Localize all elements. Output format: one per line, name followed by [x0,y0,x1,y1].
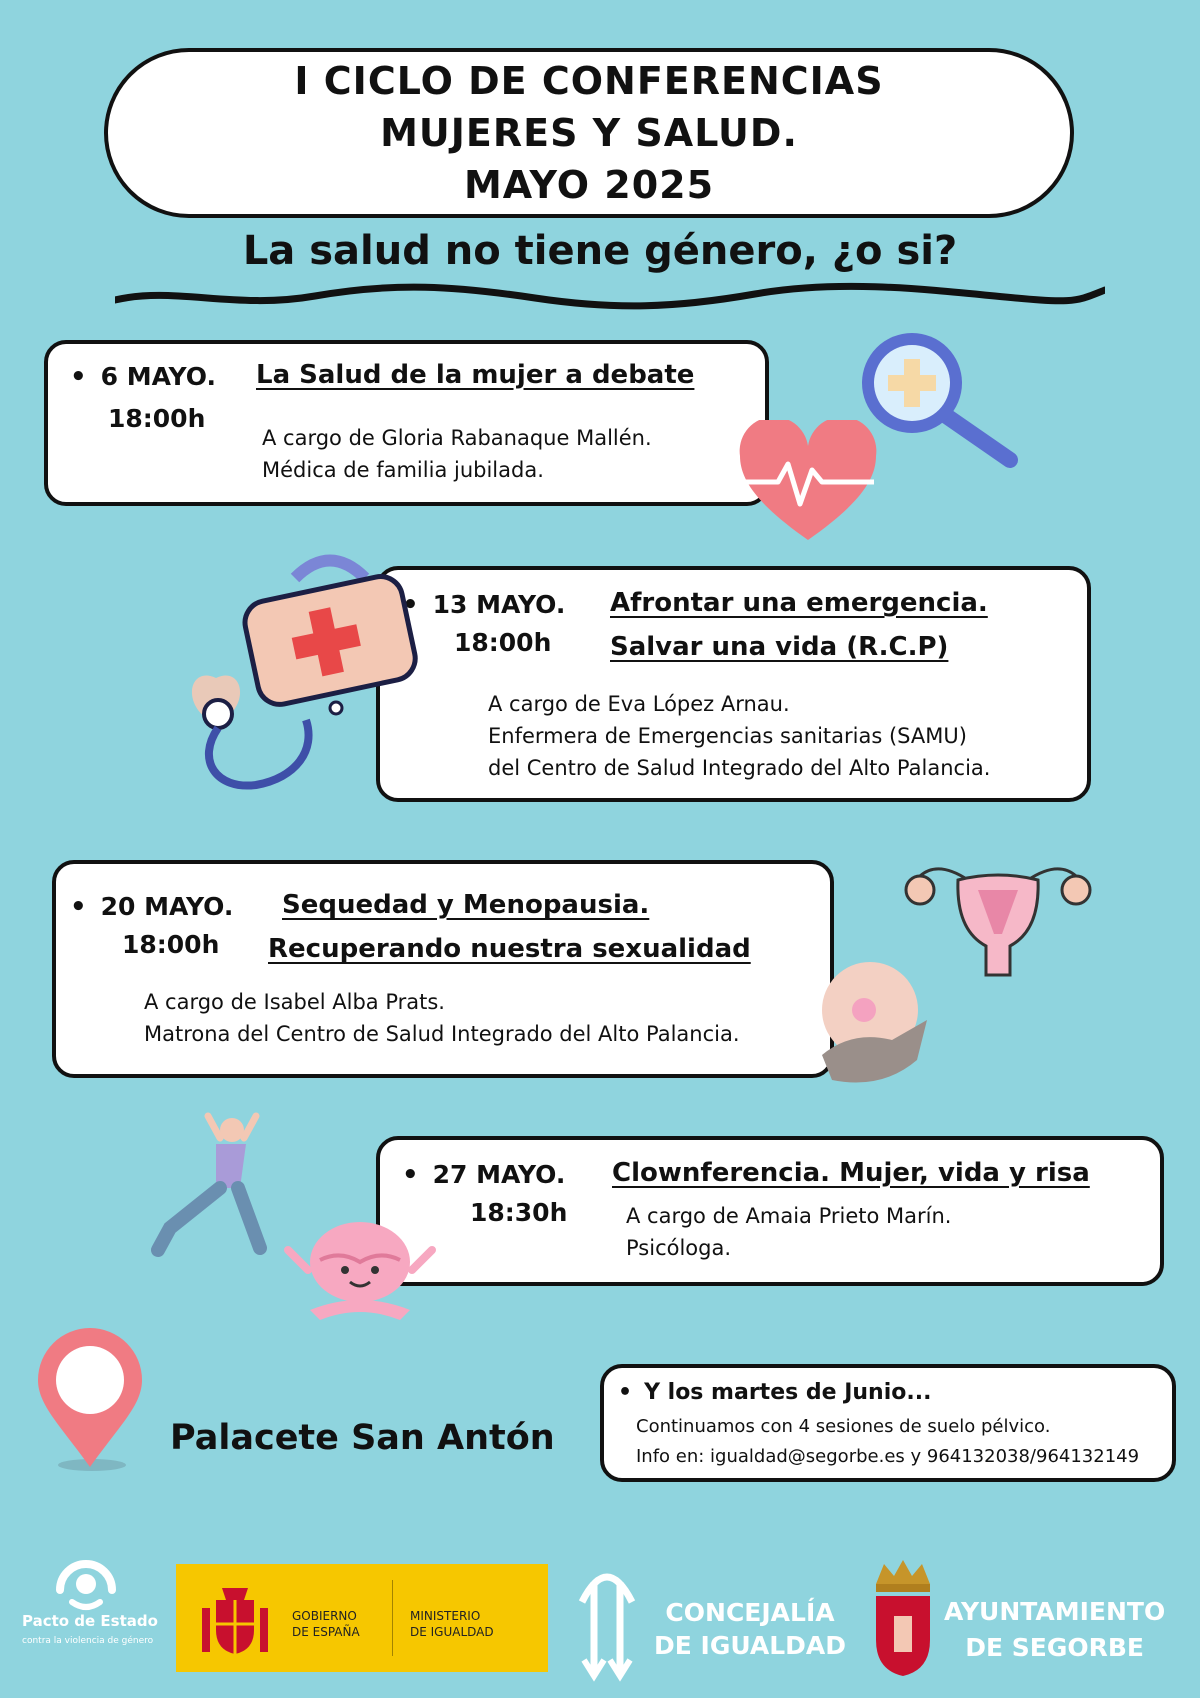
yoga-woman-icon [150,1108,280,1258]
event-time: 18:00h [454,628,552,657]
title-box [104,48,1074,218]
pacto-de-estado-logo [46,1550,126,1614]
event-date: • 27 MAYO. [402,1160,565,1190]
location-pin-icon [30,1325,150,1475]
subtitle: La salud no tiene género, ¿o si? [242,228,958,274]
event-desc [626,1200,951,1264]
segorbe-crest-icon [868,1556,938,1680]
event-desc-line: A cargo de Eva López Arnau. [488,692,790,716]
event-date: • 13 MAYO. [402,590,565,620]
brain-icon [280,1220,440,1330]
event-time: 18:00h [122,930,220,959]
title-line-1: I CICLO DE CONFERENCIAS [294,59,884,103]
venue-name: Palacete San Antón [170,1418,555,1458]
event-card-2 [376,566,1091,802]
heart-icon [738,420,878,545]
event-topic: Afrontar una emergencia. [610,588,988,618]
event-topic: La Salud de la mujer a debate [256,360,695,390]
concejalia-symbol-icon [572,1562,642,1686]
gobierno-text: GOBIERNO DE ESPAÑA [292,1609,360,1639]
ayuntamiento-text: AYUNTAMIENTO DE SEGORBE [944,1597,1166,1662]
event-desc-line: Médica de familia jubilada. [262,458,544,482]
event-desc-line: A cargo de Gloria Rabanaque Mallén. [262,426,652,450]
event-topic: Clownferencia. Mujer, vida y risa [612,1158,1090,1188]
pacto-subtitle: contra la violencia de género [22,1636,154,1646]
june-desc [636,1412,1139,1472]
event-card-1 [44,340,769,506]
event-desc [144,986,740,1050]
event-desc-line: Matrona del Centro de Salud Integrado del Alto Palancia. [144,1022,740,1046]
breast-health-icon [812,960,932,1090]
event-desc-line: Psicóloga. [626,1236,732,1260]
event-time: 18:30h [470,1198,568,1227]
wavy-divider [115,282,1105,312]
june-desc-line: Continuamos con 4 sesiones de suelo pélvico. [636,1416,1051,1437]
event-card-3 [52,860,834,1078]
event-date: • 6 MAYO. [70,362,216,392]
stethoscope-icon [186,670,366,800]
event-desc-line: A cargo de Isabel Alba Prats. [144,990,445,1014]
event-desc-line: Enfermera de Emergencias sanitarias (SAMU) [488,724,967,748]
event-card-4 [376,1136,1164,1286]
event-topic: Recuperando nuestra sexualidad [268,934,751,964]
event-desc [262,422,652,486]
coat-of-arms-icon [194,1578,276,1660]
event-date: • 20 MAYO. [70,892,233,922]
june-desc-line: Info en: igualdad@segorbe.es y 964132038/964132149 [636,1446,1140,1467]
june-title: • Y los martes de Junio... [618,1380,931,1405]
event-desc-line: A cargo de Amaia Prieto Marín. [626,1204,952,1228]
event-topic: Sequedad y Menopausia. [282,890,650,920]
gov-divider [392,1580,393,1656]
title-line-3: MAYO 2025 [463,163,715,207]
event-desc-line: del Centro de Salud Integrado del Alto Palancia. [488,756,991,780]
gobierno-logo [176,1564,548,1672]
june-info-box [600,1364,1176,1482]
event-topic: Salvar una vida (R.C.P) [610,632,949,662]
title-line-2: MUJERES Y SALUD. [380,111,798,155]
event-time: 18:00h [108,404,206,433]
pacto-title: Pacto de Estado [22,1612,158,1630]
ministerio-text: MINISTERIO DE IGUALDAD [410,1609,494,1639]
concejalia-text: CONCEJALÍA DE IGUALDAD [654,1598,847,1660]
event-desc [488,688,990,784]
